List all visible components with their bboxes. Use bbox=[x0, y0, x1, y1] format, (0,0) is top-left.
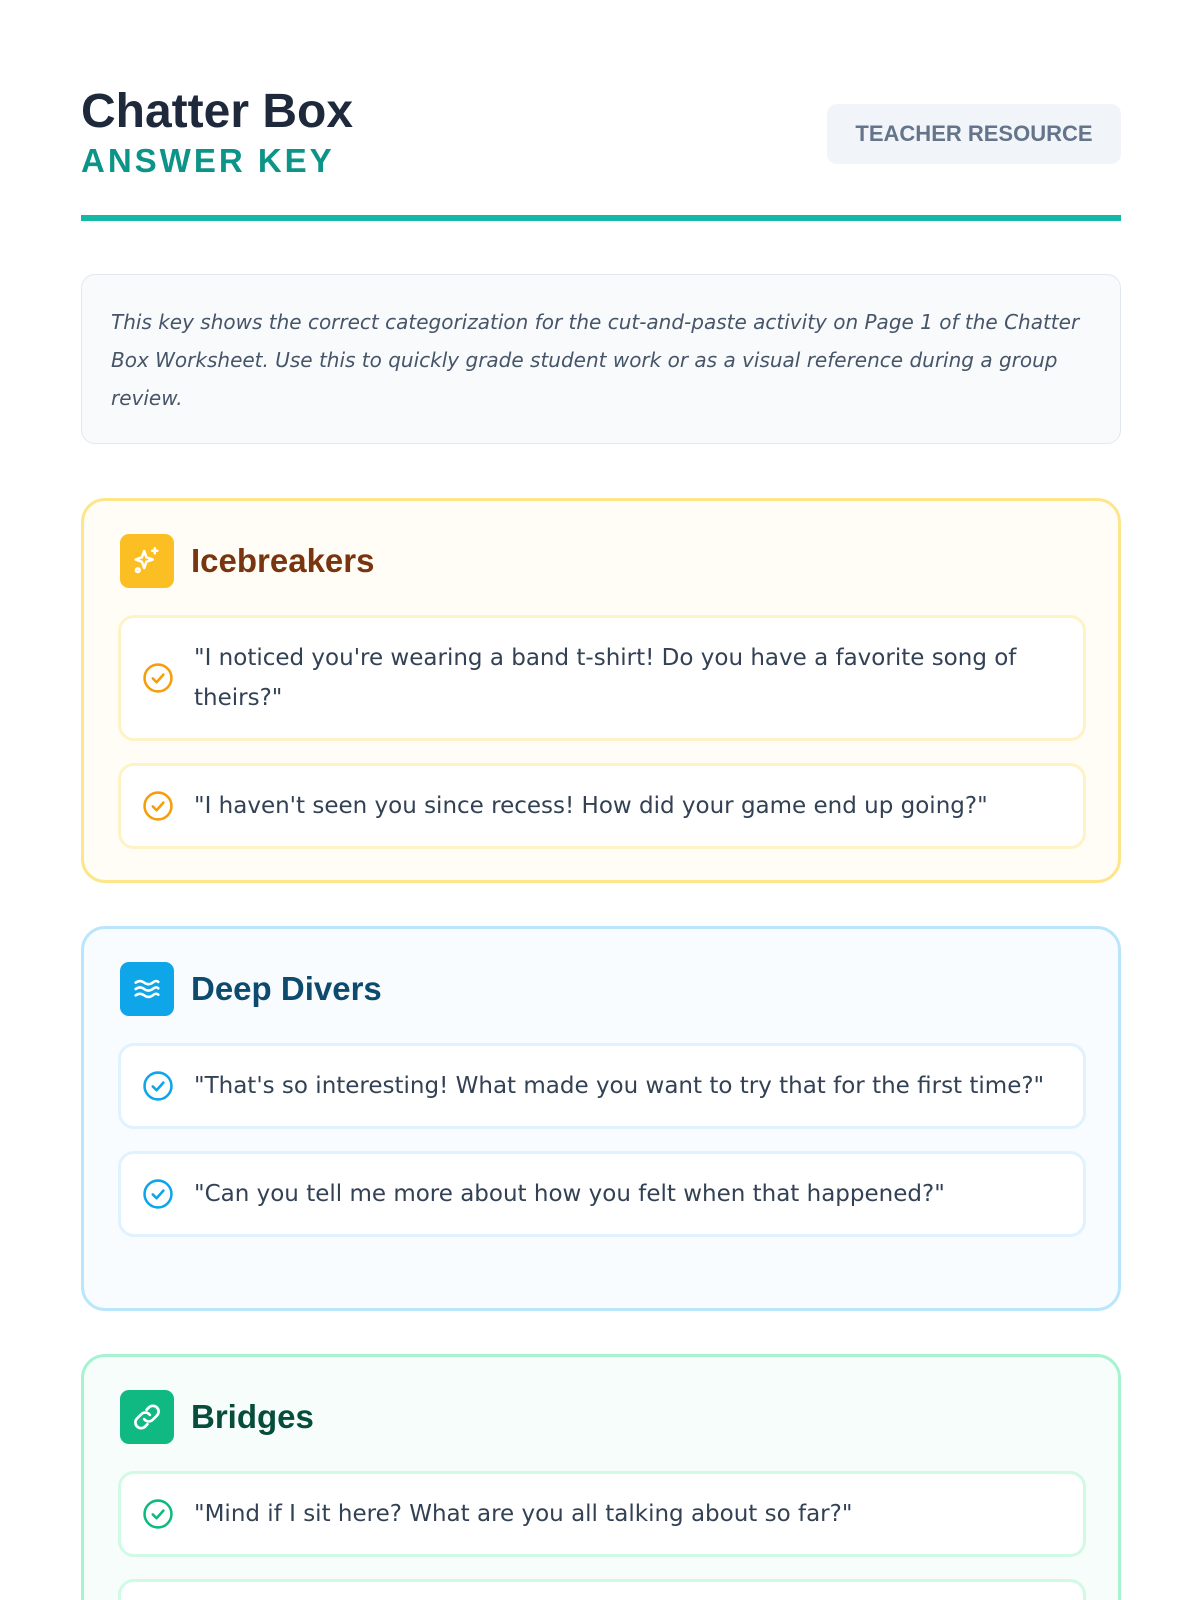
list-item bbox=[118, 763, 1086, 849]
list-item bbox=[118, 1471, 1086, 1557]
page-subtitle: ANSWER KEY bbox=[81, 142, 335, 179]
list-item bbox=[118, 1151, 1086, 1237]
section-title: Deep Divers bbox=[191, 970, 382, 1007]
check-circle-icon bbox=[141, 1177, 175, 1211]
section-header bbox=[118, 501, 1084, 615]
list-item bbox=[118, 1579, 1086, 1600]
section-header bbox=[118, 929, 1084, 1043]
teacher-resource-badge: TEACHER RESOURCE bbox=[827, 104, 1121, 164]
sparkles-icon bbox=[120, 534, 174, 588]
page-title: Chatter Box bbox=[81, 85, 354, 138]
list-item bbox=[118, 1043, 1086, 1129]
link-icon bbox=[120, 1390, 174, 1444]
page-header bbox=[81, 84, 1121, 221]
section-title: Bridges bbox=[191, 1398, 314, 1435]
check-circle-icon bbox=[141, 1497, 175, 1531]
section-bridges bbox=[81, 1354, 1121, 1600]
check-circle-icon bbox=[141, 1069, 175, 1103]
check-circle-icon bbox=[141, 661, 175, 695]
item-text: "Can you tell me more about how you felt when that happened?" bbox=[194, 1181, 945, 1207]
check-circle-icon bbox=[141, 789, 175, 823]
item-text: "I haven't seen you since recess! How did your game end up going?" bbox=[194, 793, 988, 819]
section-icebreakers bbox=[81, 498, 1121, 883]
item-text: "That's so interesting! What made you want to try that for the first time?" bbox=[194, 1073, 1045, 1099]
list-item bbox=[118, 615, 1086, 741]
intro-text: This key shows the correct categorization for the cut-and-paste activity on Page 1 of the Chatter Box Worksheet. Use this to quickly grade student work or as a visual reference during a group review. bbox=[111, 310, 1080, 410]
section-title: Icebreakers bbox=[191, 542, 375, 579]
item-text: "Mind if I sit here? What are you all talking about so far?" bbox=[194, 1501, 853, 1527]
section-header bbox=[118, 1357, 1084, 1471]
item-text: "I noticed you're wearing a band t-shirt! Do you have a favorite song of theirs?" bbox=[194, 645, 1017, 711]
section-deep-divers bbox=[81, 926, 1121, 1311]
intro-note bbox=[81, 274, 1121, 444]
waves-icon bbox=[120, 962, 174, 1016]
